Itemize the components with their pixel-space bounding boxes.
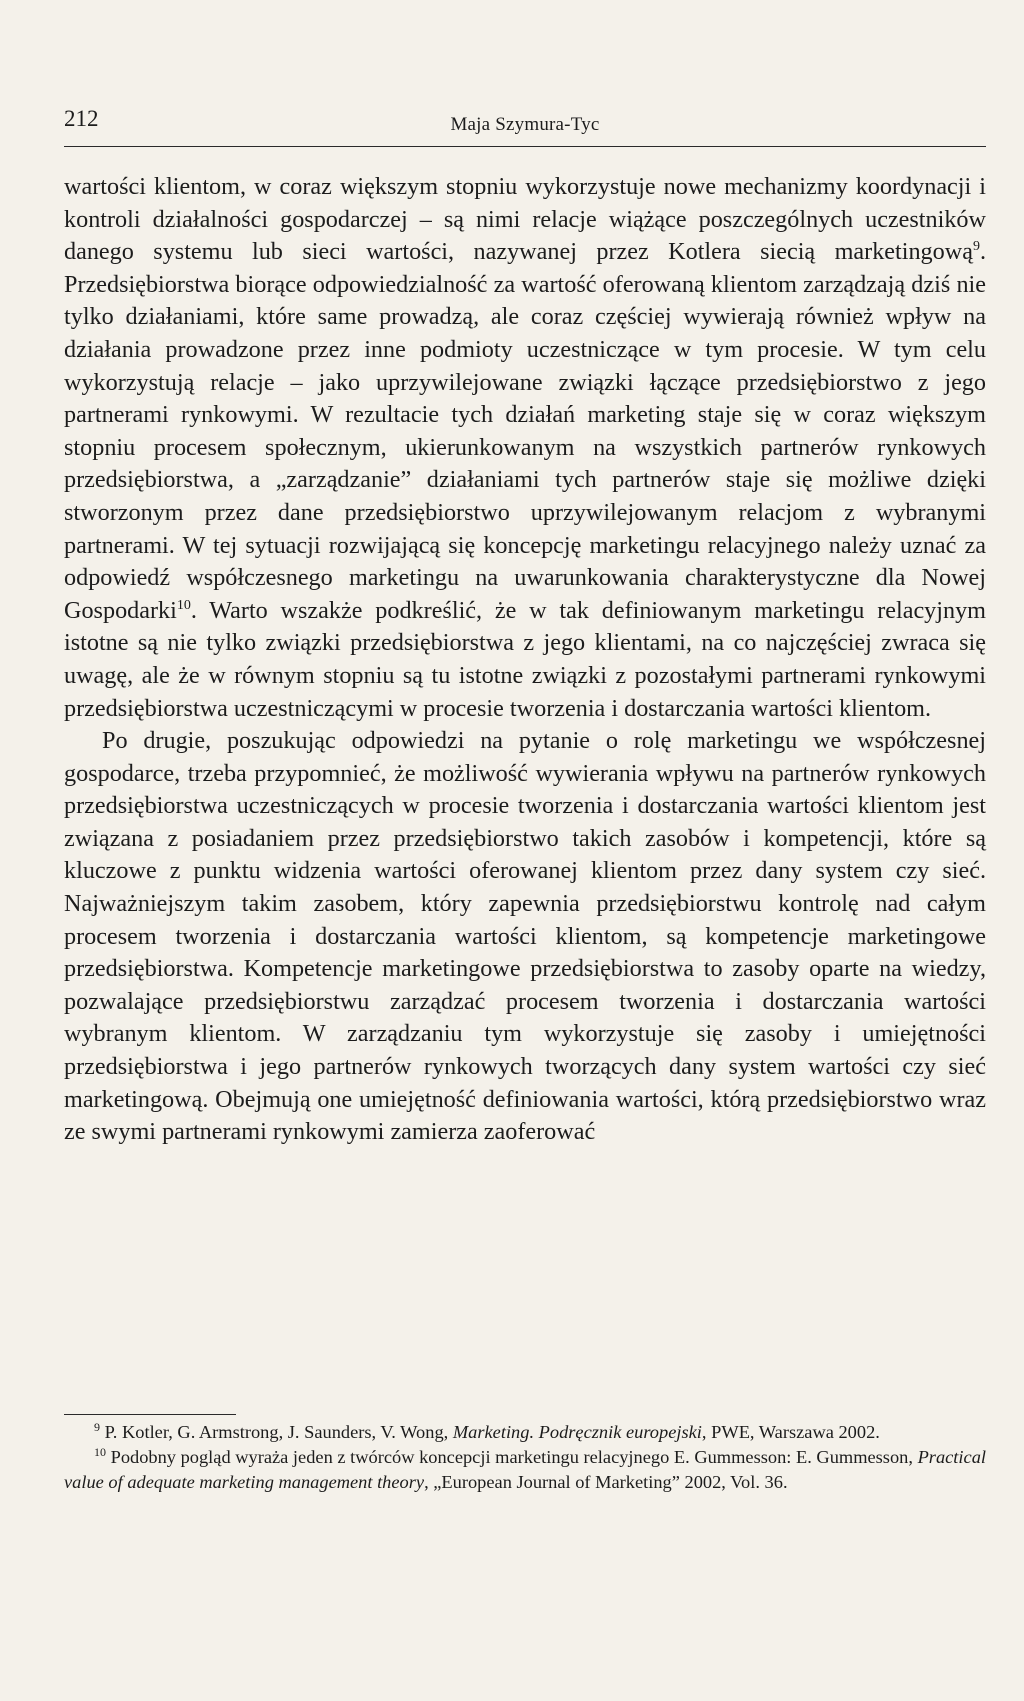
paragraph-1-text-b: . Przedsiębiorstwa biorące odpowiedzialność za wartość oferowaną klientom zarządzają dziś nie tylko działaniami, które same prowadzą, ale coraz częściej wywierają również wpływ na działania prowadzone przez inne podmioty uczestniczące w tym procesie. W tym celu wykorzystują relacje – jako uprzywilejowane związki łączące przedsiębiorstwo z jego partnerami rynkowymi. W rezultacie tych działań marketing staje się w coraz większym stopniu procesem społecznym, ukierunkowanym na wszystkich partnerów rynkowych przedsiębiorstwa, a „zarządzanie” działaniami tych partnerów staje się możliwe dzięki stworzonym przez dane przedsiębiorstwo uprzywilejowanym relacjom z wybranymi partnerami. W tej sytuacji rozwijającą się koncepcję marketingu relacyjnego należy uznać za odpowiedź współczesnego marketingu na uwarunkowania charakterystyczne dla Nowej Gospodarki [64, 238, 986, 624]
page-header [64, 106, 986, 147]
footnote-9-marker: 9 [94, 1420, 100, 1434]
footnote-10 [64, 1445, 986, 1495]
footnote-ref-9: 9 [972, 239, 980, 255]
footnote-ref-10: 10 [176, 597, 191, 613]
paragraph-1-text-c: . Warto wszakże podkreślić, że w tak definiowanym marketingu relacyjnym istotne są nie tylko związki przedsiębiorstwa z jego klientami, na co najczęściej zwraca się uwagę, ale że w równym stopniu są tu istotne związki z pozostałymi partnerami rynkowymi przedsiębiorstwa uczestniczącymi w procesie tworzenia i dostarczania wartości klientom. [64, 596, 986, 722]
paragraph-1 [64, 171, 986, 725]
footnote-9 [64, 1420, 986, 1445]
running-head: Maja Szymura-Tyc [450, 114, 600, 135]
footnotes [64, 1420, 986, 1495]
footnote-10-text-a: Podobny pogląd wyraża jeden z twórców koncepcji marketingu relacyjnego E. Gummesson: E. Gummesson, [106, 1447, 918, 1467]
footnote-10-marker: 10 [94, 1445, 106, 1459]
footnote-9-text-b: , PWE, Warszawa 2002. [701, 1422, 880, 1442]
paragraph-2: Po drugie, poszukując odpowiedzi na pytanie o rolę marketingu we współczesnej gospodarce, trzeba przypomnieć, że możliwość wywierania wpływu na partnerów rynkowych przedsiębiorstwa uczestniczących w procesie tworzenia i dostarczania wartości klientom jest związana z posiadaniem przez przedsiębiorstwo takich zasobów i kompetencji, które są kluczowe z punktu widzenia wartości oferowanej klientom przez dany system czy sieć. Najważniejszym takim zasobem, który zapewnia przedsiębiorstwu kontrolę nad całym procesem tworzenia i dostarczania wartości klientom, są kompetencje marketingowe przedsiębiorstwa. Kompetencje marketingowe przedsiębiorstwa to zasoby oparte na wiedzy, pozwalające przedsiębiorstwu zarządzać procesem tworzenia i dostarczania wartości wybranym klientom. W zarządzaniu tym wykorzystuje się zasoby i umiejętności przedsiębiorstwa i jego partnerów rynkowych tworzących dany system wartości czy sieć marketingową. Obejmują one umiejętność definiowania wartości, którą przedsiębiorstwo wraz ze swymi partnerami rynkowymi zamierza zaoferować [64, 727, 986, 1146]
footnote-10-title: Practical value of adequate marketing management theory [64, 1447, 986, 1492]
paragraph-1-text-a: wartości klientom, w coraz większym stopniu wykorzystuje nowe mechanizmy koordynacji i kontroli działalności gospodarczej – są nimi relacje wiążące poszczególnych uczestników danego systemu lub sieci wartości, nazywanej przez Kotlera siecią marketingową [64, 173, 986, 266]
footnote-10-text-b: , „European Journal of Marketing” 2002, Vol. 36. [424, 1472, 788, 1492]
footnote-9-text-a: P. Kotler, G. Armstrong, J. Saunders, V. Wong, [100, 1422, 453, 1442]
footnote-9-title: Marketing. Podręcznik europejski [452, 1422, 702, 1442]
body-text [64, 171, 986, 1149]
footnote-separator [64, 1414, 236, 1415]
page-number: 212 [64, 106, 99, 131]
